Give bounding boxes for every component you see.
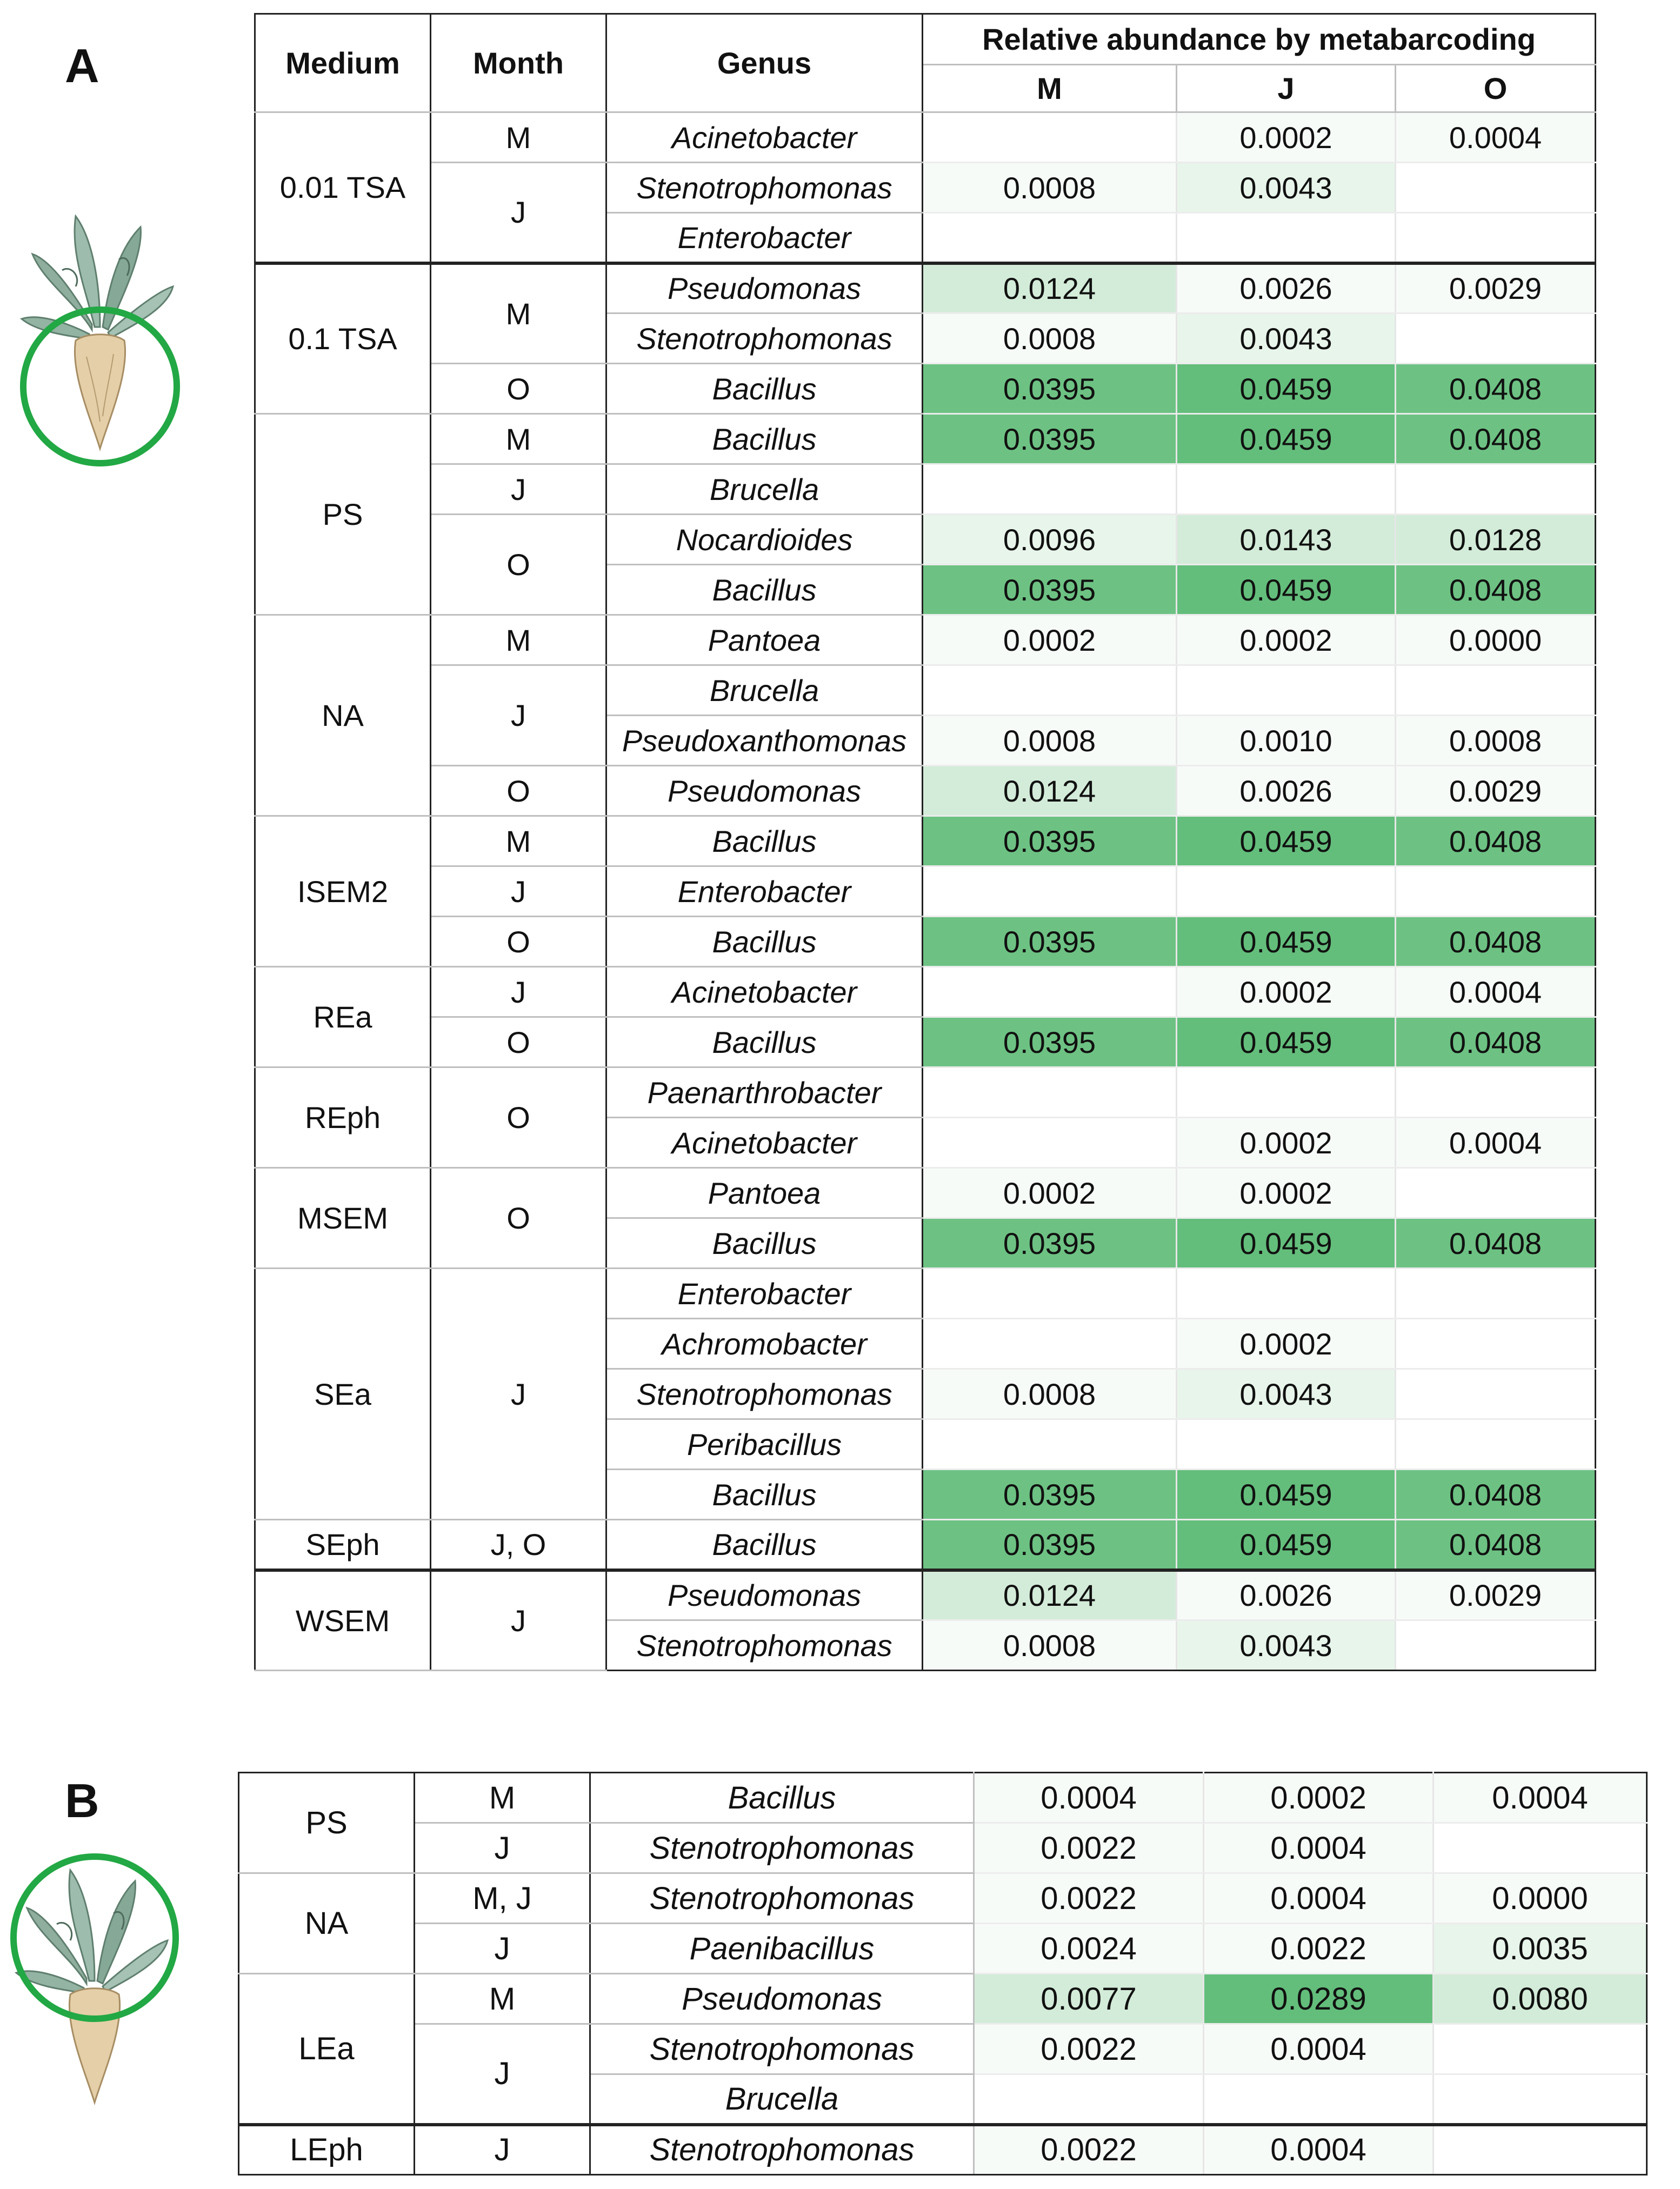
month-cell: J [431,866,606,917]
table-row [239,2024,1647,2074]
abundance-cell-m: 0.0002 [923,615,1177,665]
abundance-cell-m [923,464,1177,515]
table-row [255,866,1596,917]
medium-cell: LEph [239,2125,415,2175]
abundance-cell-j [1177,464,1396,515]
abundance-cell-o [1396,1369,1596,1419]
table-row [239,1773,1647,1823]
genus-cell: Nocardioides [606,515,923,565]
table-row [239,1873,1647,1924]
genus-cell: Pseudoxanthomonas [606,716,923,766]
abundance-cell-o: 0.0128 [1396,515,1596,565]
abundance-cell-m [923,1319,1177,1369]
abundance-cell-o [1396,1620,1596,1671]
table-row [255,1269,1596,1319]
genus-cell: Acinetobacter [606,1118,923,1168]
header-col-j: J [1177,65,1396,112]
table-row [255,364,1596,414]
abundance-cell-j [1177,1269,1396,1319]
abundance-cell-m: 0.0395 [923,565,1177,615]
month-cell: O [431,766,606,816]
genus-cell: Bacillus [606,816,923,866]
table-row [255,665,1596,716]
abundance-cell-j: 0.0459 [1177,917,1396,967]
abundance-cell-o: 0.0004 [1396,1118,1596,1168]
abundance-cell-m [923,967,1177,1017]
abundance-cell-j [1177,866,1396,917]
abundance-cell-m: 0.0124 [923,263,1177,313]
abundance-cell-o: 0.0408 [1396,414,1596,464]
month-cell: J [431,665,606,766]
genus-cell: Bacillus [606,565,923,615]
abundance-cell-j: 0.0026 [1177,766,1396,816]
abundance-cell-m [923,866,1177,917]
table-row [255,414,1596,464]
month-cell: O [431,364,606,414]
genus-cell: Brucella [606,464,923,515]
header-medium: Medium [255,14,431,112]
abundance-cell-m: 0.0008 [923,1620,1177,1671]
month-cell: O [431,515,606,615]
table-row [255,515,1596,565]
genus-cell: Bacillus [590,1773,974,1823]
header-month: Month [431,14,606,112]
abundance-cell-o [1396,213,1596,263]
table-row [239,2125,1647,2175]
medium-cell: PS [239,1773,415,1873]
abundance-cell-m: 0.0395 [923,364,1177,414]
abundance-cell-j: 0.0143 [1177,515,1396,565]
abundance-cell-j: 0.0002 [1177,615,1396,665]
header-col-o: O [1396,65,1596,112]
month-cell: O [431,1017,606,1067]
genus-cell: Brucella [590,2074,974,2125]
genus-cell: Stenotrophomonas [606,1620,923,1671]
table-row [255,1017,1596,1067]
abundance-cell-j: 0.0004 [1204,1873,1434,1924]
genus-cell: Stenotrophomonas [606,1369,923,1419]
abundance-cell-j: 0.0022 [1204,1924,1434,1974]
abundance-cell-m: 0.0124 [923,1570,1177,1620]
medium-cell: MSEM [255,1168,431,1269]
table-row [255,1067,1596,1118]
genus-cell: Bacillus [606,1017,923,1067]
abundance-cell-j: 0.0459 [1177,816,1396,866]
medium-cell: ISEM2 [255,816,431,967]
abundance-cell-m: 0.0395 [923,1470,1177,1520]
month-cell: J [431,1570,606,1671]
abundance-cell-j: 0.0026 [1177,1570,1396,1620]
month-cell: J [431,163,606,263]
month-cell: O [431,1168,606,1269]
genus-cell: Pantoea [606,1168,923,1218]
abundance-cell-o: 0.0029 [1396,766,1596,816]
month-cell: M [431,263,606,364]
abundance-cell-m [923,1118,1177,1168]
abundance-cell-j: 0.0002 [1204,1773,1434,1823]
abundance-cell-m: 0.0002 [923,1168,1177,1218]
abundance-cell-m: 0.0022 [974,2024,1204,2074]
abundance-cell-j: 0.0002 [1177,1319,1396,1369]
abundance-cell-j: 0.0459 [1177,364,1396,414]
header-genus: Genus [606,14,923,112]
panel-label-a: A [65,39,99,92]
genus-cell: Stenotrophomonas [590,2125,974,2175]
month-cell: O [431,1067,606,1168]
abundance-cell-o [1396,313,1596,364]
genus-cell: Bacillus [606,414,923,464]
abundance-cell-m: 0.0395 [923,816,1177,866]
abundance-cell-o [1396,464,1596,515]
genus-cell: Stenotrophomonas [606,313,923,364]
genus-cell: Pantoea [606,615,923,665]
panel-label-b: B [65,1774,99,1827]
month-cell: M [431,615,606,665]
genus-cell: Enterobacter [606,1269,923,1319]
abundance-cell-j: 0.0459 [1177,414,1396,464]
abundance-cell-m [923,213,1177,263]
month-cell: M, J [415,1873,590,1924]
table-row [239,1823,1647,1873]
medium-cell: SEa [255,1269,431,1520]
medium-cell: NA [239,1873,415,1974]
medium-cell: NA [255,615,431,816]
genus-cell: Pseudomonas [590,1974,974,2024]
abundance-cell-j: 0.0002 [1177,112,1396,163]
genus-cell: Acinetobacter [606,112,923,163]
abundance-cell-j: 0.0043 [1177,1369,1396,1419]
genus-cell: Bacillus [606,1520,923,1570]
genus-cell: Pseudomonas [606,766,923,816]
month-cell: M [415,1974,590,2024]
abundance-table-leaf [238,1772,1648,2175]
abundance-cell-o: 0.0029 [1396,1570,1596,1620]
abundance-cell-o: 0.0000 [1396,615,1596,665]
abundance-cell-j [1177,1067,1396,1118]
abundance-cell-o [1434,2024,1647,2074]
abundance-cell-j: 0.0289 [1204,1974,1434,2024]
month-cell: J [415,2125,590,2175]
abundance-cell-o [1434,1823,1647,1873]
abundance-cell-o: 0.0080 [1434,1974,1647,2024]
header-col-m: M [923,65,1177,112]
table-row [255,464,1596,515]
table-row [255,615,1596,665]
table-row [255,766,1596,816]
abundance-cell-j: 0.0002 [1177,1168,1396,1218]
medium-cell: REa [255,967,431,1067]
abundance-cell-o: 0.0408 [1396,1470,1596,1520]
abundance-cell-m [923,112,1177,163]
table-row [239,1974,1647,2024]
medium-cell: 0.01 TSA [255,112,431,263]
table-row [255,917,1596,967]
abundance-cell-j: 0.0459 [1177,1017,1396,1067]
genus-cell: Bacillus [606,1470,923,1520]
medium-cell: WSEM [255,1570,431,1671]
abundance-cell-j: 0.0459 [1177,565,1396,615]
genus-cell: Enterobacter [606,213,923,263]
table-row [255,112,1596,163]
abundance-cell-m: 0.0124 [923,766,1177,816]
month-cell: M [431,816,606,866]
genus-cell: Pseudomonas [606,263,923,313]
abundance-cell-o: 0.0004 [1434,1773,1647,1823]
month-cell: J [431,967,606,1017]
abundance-cell-m [923,1067,1177,1118]
abundance-cell-m: 0.0395 [923,414,1177,464]
abundance-cell-o: 0.0004 [1396,967,1596,1017]
abundance-cell-o: 0.0000 [1434,1873,1647,1924]
month-cell: J [415,1823,590,1873]
month-cell: O [431,917,606,967]
medium-cell: SEph [255,1520,431,1570]
genus-cell: Achromobacter [606,1319,923,1369]
abundance-cell-o: 0.0408 [1396,364,1596,414]
table-row [255,967,1596,1017]
abundance-cell-o [1396,866,1596,917]
genus-cell: Stenotrophomonas [590,1823,974,1873]
table-row [255,1168,1596,1218]
sugar-beet-root-illustration [11,195,189,476]
abundance-cell-o: 0.0408 [1396,1520,1596,1570]
abundance-cell-o: 0.0008 [1396,716,1596,766]
abundance-cell-o: 0.0035 [1434,1924,1647,1974]
abundance-cell-m [923,665,1177,716]
abundance-cell-m [923,1419,1177,1470]
abundance-cell-m: 0.0022 [974,1873,1204,1924]
abundance-cell-o [1396,1067,1596,1118]
table-row [255,816,1596,866]
abundance-cell-j: 0.0004 [1204,1823,1434,1873]
abundance-cell-j [1177,213,1396,263]
medium-cell: PS [255,414,431,615]
abundance-cell-m: 0.0008 [923,163,1177,213]
abundance-cell-o [1396,1269,1596,1319]
genus-cell: Peribacillus [606,1419,923,1470]
abundance-cell-j: 0.0002 [1177,1118,1396,1168]
medium-cell: REph [255,1067,431,1168]
abundance-cell-m: 0.0395 [923,1017,1177,1067]
genus-cell: Stenotrophomonas [590,1873,974,1924]
abundance-cell-j: 0.0004 [1204,2024,1434,2074]
abundance-cell-o [1434,2074,1647,2125]
month-cell: J [415,1924,590,1974]
beet-leaves-icon [16,1870,168,1993]
sugar-beet-leaf-illustration [5,1848,184,2130]
abundance-cell-j: 0.0043 [1177,1620,1396,1671]
header-relative-abundance: Relative abundance by metabarcoding [923,14,1596,65]
beet-root-icon [69,1988,119,2103]
abundance-cell-j: 0.0004 [1204,2125,1434,2175]
genus-cell: Paenibacillus [590,1924,974,1974]
genus-cell: Paenarthrobacter [606,1067,923,1118]
month-cell: M [431,414,606,464]
abundance-table-root [254,13,1596,1671]
abundance-cell-m: 0.0024 [974,1924,1204,1974]
abundance-cell-m: 0.0395 [923,1520,1177,1570]
month-cell: J, O [431,1520,606,1570]
abundance-cell-o [1396,1319,1596,1369]
table-row [255,263,1596,313]
abundance-cell-m: 0.0022 [974,1823,1204,1873]
abundance-cell-j [1204,2074,1434,2125]
table-row [255,163,1596,213]
abundance-cell-m: 0.0022 [974,2125,1204,2175]
abundance-cell-j: 0.0459 [1177,1218,1396,1269]
genus-cell: Pseudomonas [606,1570,923,1620]
abundance-cell-j [1177,1419,1396,1470]
abundance-cell-o [1396,163,1596,213]
table-row [255,1570,1596,1620]
abundance-cell-o [1434,2125,1647,2175]
abundance-cell-o: 0.0408 [1396,816,1596,866]
table-row [255,1520,1596,1570]
abundance-cell-o [1396,1419,1596,1470]
genus-cell: Stenotrophomonas [590,2024,974,2074]
abundance-cell-j: 0.0459 [1177,1520,1396,1570]
month-cell: J [431,464,606,515]
month-cell: M [431,112,606,163]
abundance-cell-m: 0.0008 [923,313,1177,364]
medium-cell: LEa [239,1974,415,2125]
abundance-cell-o: 0.0408 [1396,1017,1596,1067]
genus-cell: Brucella [606,665,923,716]
abundance-cell-m [923,1269,1177,1319]
abundance-cell-m: 0.0008 [923,716,1177,766]
abundance-cell-o [1396,665,1596,716]
abundance-cell-m: 0.0096 [923,515,1177,565]
genus-cell: Acinetobacter [606,967,923,1017]
table-row [239,1924,1647,1974]
abundance-cell-j: 0.0010 [1177,716,1396,766]
abundance-cell-o: 0.0029 [1396,263,1596,313]
abundance-cell-m: 0.0008 [923,1369,1177,1419]
abundance-cell-o [1396,1168,1596,1218]
abundance-cell-m [974,2074,1204,2125]
abundance-cell-j [1177,665,1396,716]
abundance-cell-j: 0.0043 [1177,163,1396,213]
abundance-cell-m: 0.0395 [923,917,1177,967]
abundance-cell-j: 0.0043 [1177,313,1396,364]
month-cell: M [415,1773,590,1823]
beet-root-icon [75,335,125,449]
abundance-cell-o: 0.0408 [1396,565,1596,615]
genus-cell: Bacillus [606,917,923,967]
abundance-cell-j: 0.0002 [1177,967,1396,1017]
month-cell: J [431,1269,606,1520]
abundance-cell-o: 0.0408 [1396,917,1596,967]
abundance-cell-m: 0.0395 [923,1218,1177,1269]
abundance-cell-o: 0.0408 [1396,1218,1596,1269]
abundance-cell-j: 0.0459 [1177,1470,1396,1520]
beet-leaves-icon [22,216,173,339]
abundance-cell-o: 0.0004 [1396,112,1596,163]
genus-cell: Stenotrophomonas [606,163,923,213]
month-cell: J [415,2024,590,2125]
genus-cell: Bacillus [606,364,923,414]
genus-cell: Bacillus [606,1218,923,1269]
abundance-cell-j: 0.0026 [1177,263,1396,313]
abundance-cell-m: 0.0004 [974,1773,1204,1823]
medium-cell: 0.1 TSA [255,263,431,414]
abundance-cell-m: 0.0077 [974,1974,1204,2024]
genus-cell: Enterobacter [606,866,923,917]
